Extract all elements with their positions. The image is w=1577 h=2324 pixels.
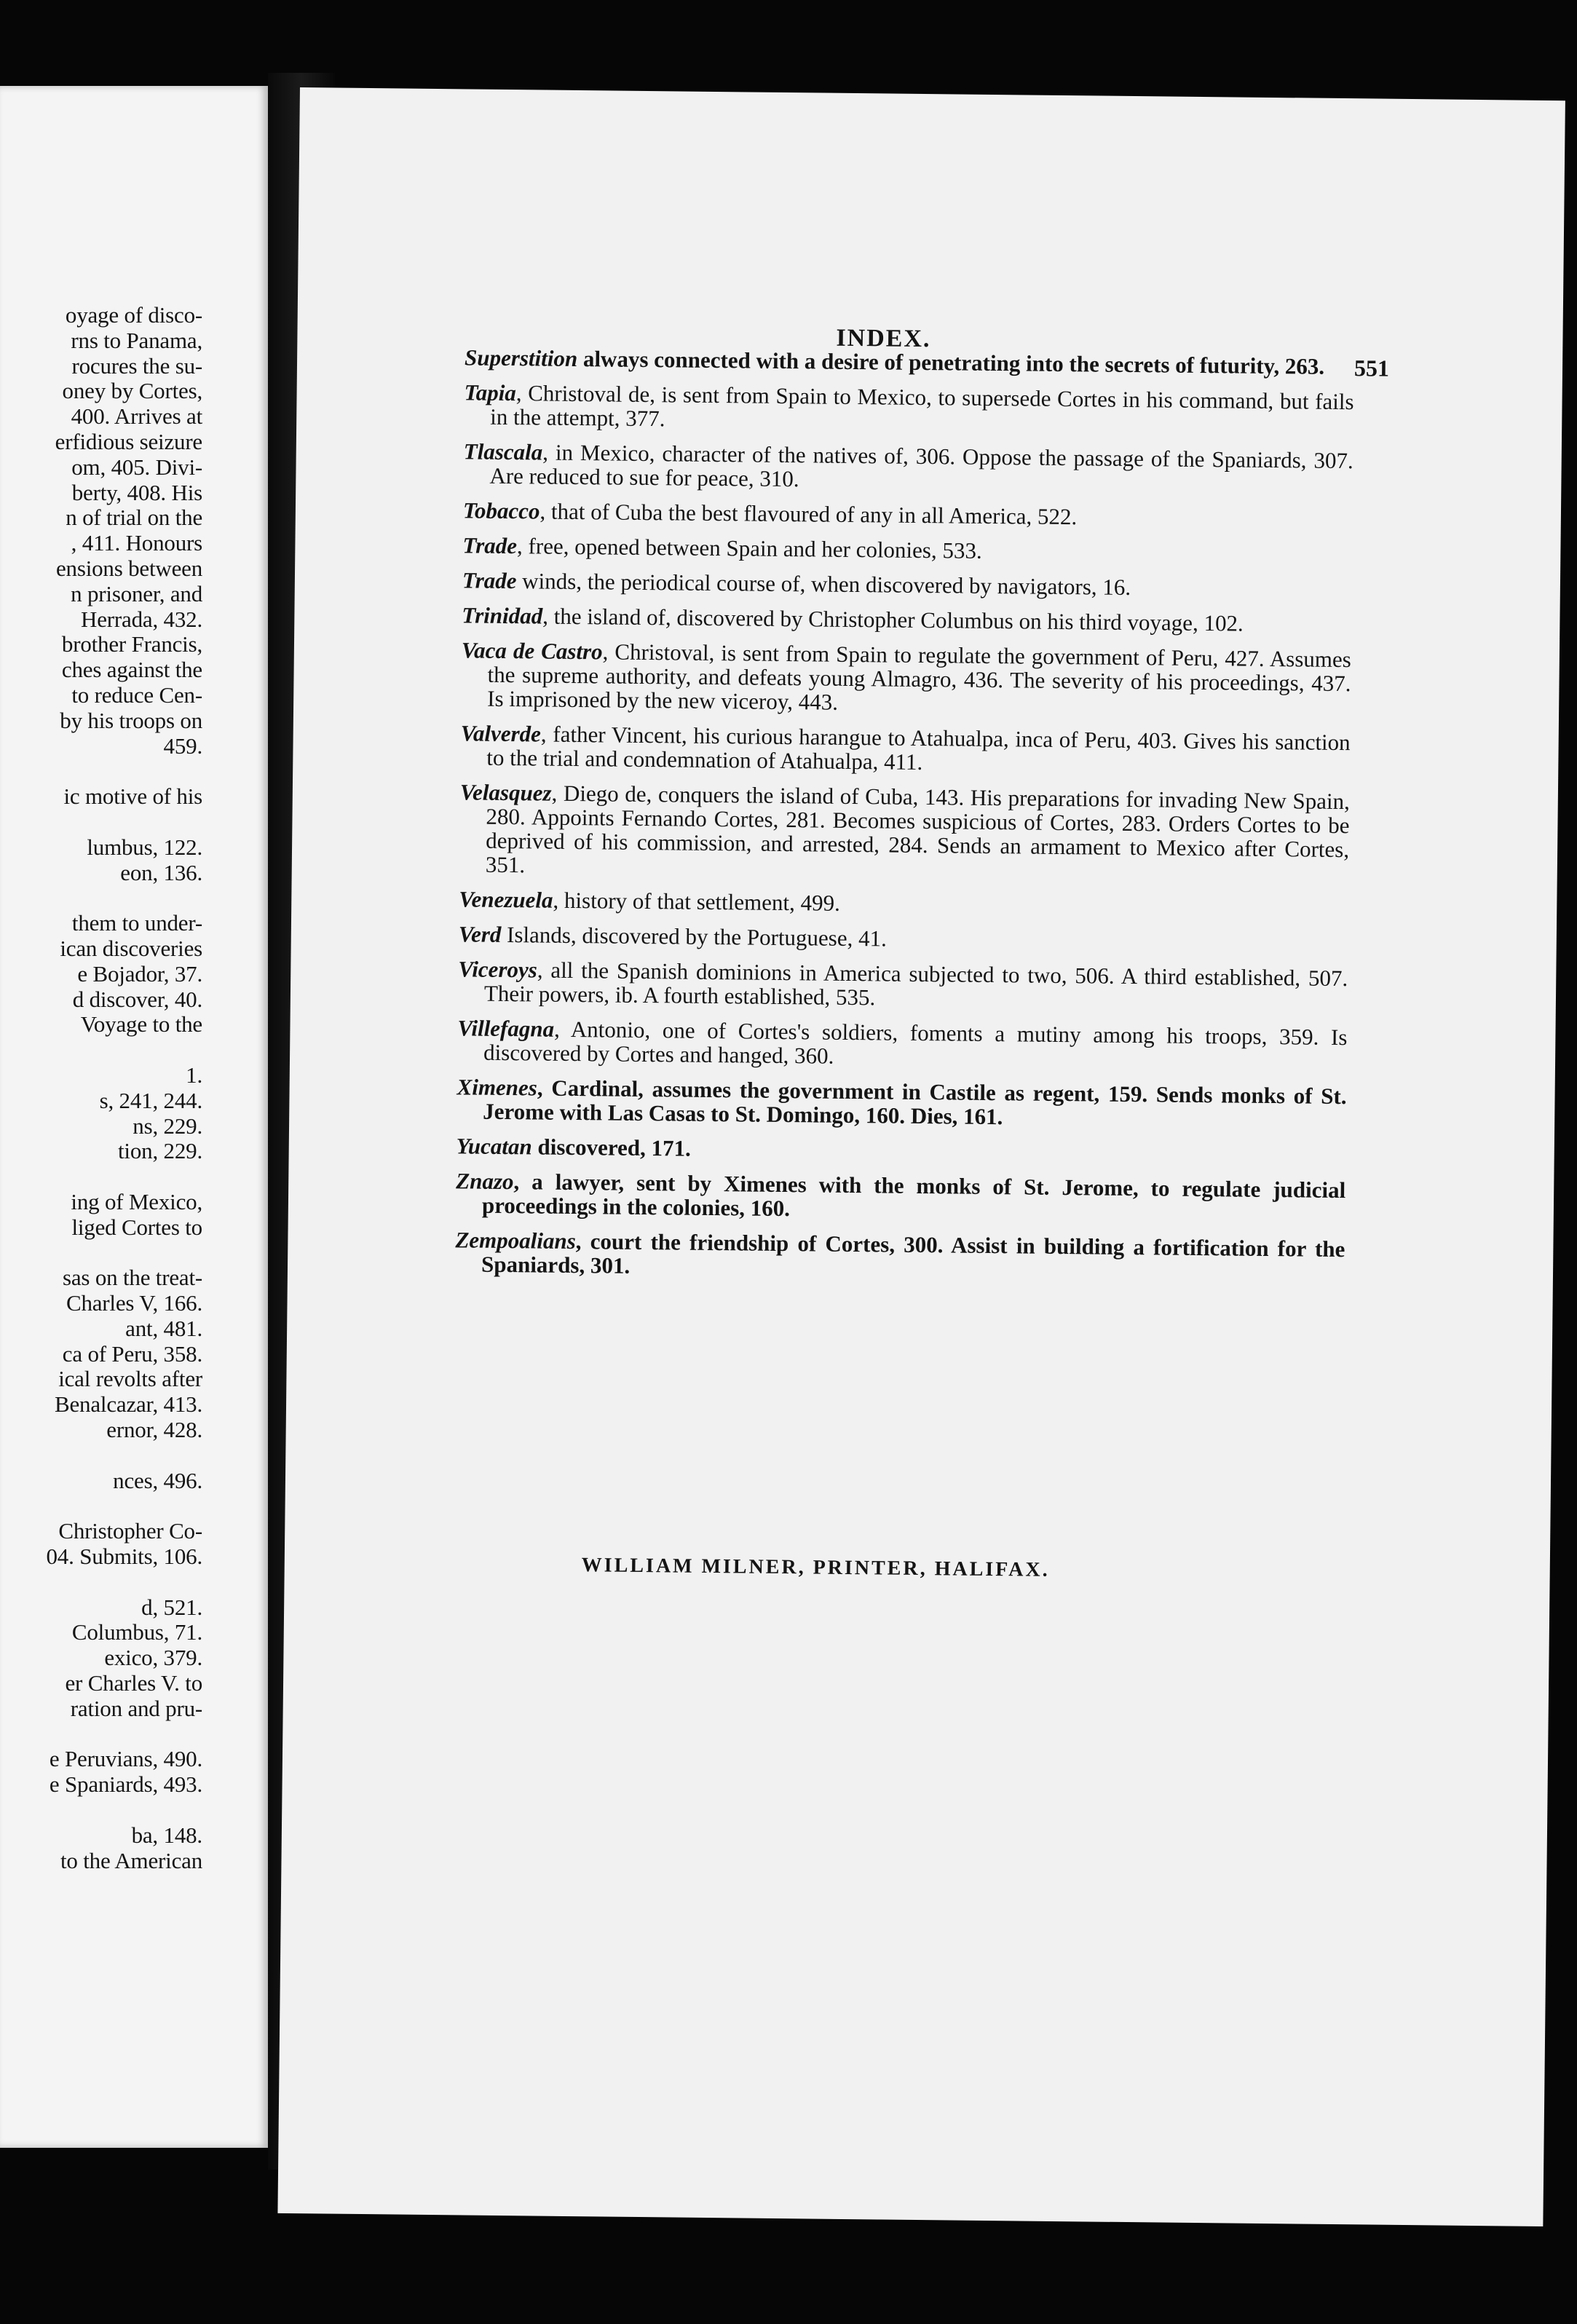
index-entry: [459, 887, 1348, 920]
index-entry-heading: Znazo: [456, 1168, 514, 1195]
index-entry-heading: Vaca de Castro: [461, 637, 603, 665]
left-page-line: liged Cortes to: [71, 1214, 202, 1240]
index-entry-text: , the island of, discovered by Christopher Columbus on his third voyage, 102.: [542, 603, 1244, 636]
index-entry-text: Islands, discovered by the Portuguese, 41.: [501, 921, 888, 952]
left-page-line: ican discoveries: [60, 935, 202, 961]
index-entry: [459, 780, 1350, 885]
left-page-line: d discover, 40.: [72, 986, 202, 1012]
left-page-line: ernor, 428.: [106, 1417, 202, 1443]
index-entry: [460, 721, 1351, 778]
left-page-line: rocures the su-: [71, 352, 202, 379]
left-page-line: er Charles V. to: [65, 1670, 202, 1696]
index-entry: [464, 380, 1354, 438]
left-page-line: 400. Arrives at: [71, 403, 202, 430]
index-entry-text: , in Mexico, character of the natives of, 306. Oppose the passage of the Spaniards, 307. Are reduced to sue for peace, 310.: [489, 439, 1353, 492]
index-entry-text: winds, the periodical course of, when discovered by navigators, 16.: [516, 568, 1131, 600]
index-entry-heading: Tapia: [464, 379, 517, 406]
left-page-line: Benalcazar, 413.: [55, 1391, 202, 1418]
left-page-line: to reduce Cen-: [71, 681, 202, 708]
index-entry: [465, 345, 1354, 379]
index-entry: [456, 1134, 1346, 1167]
index-entry-text: , Cardinal, assumes the government in Castile as regent, 159. Sends monks of St. Jerome with Las Casas to St. Domingo, 160. Dies, 161.: [483, 1075, 1347, 1130]
left-page-line: [0, 1722, 202, 1747]
left-page-line: to the American: [60, 1847, 202, 1873]
left-page: [0, 86, 268, 2148]
left-page-line: exico, 379.: [104, 1645, 202, 1671]
left-page-line: berty, 408. His: [71, 479, 202, 505]
left-page-line: ensions between: [55, 555, 202, 581]
index-entry-heading: Tlascala: [463, 438, 543, 465]
left-page-line: by his troops on: [60, 707, 202, 733]
left-page-line: ba, 148.: [131, 1822, 202, 1848]
left-page-line: e Spaniards, 493.: [49, 1771, 202, 1798]
left-page-line: ant, 481.: [125, 1315, 202, 1341]
index-entry-text: , Diego de, conquers the island of Cuba, 143. His preparations for invading New Spain, 280. Appoints Fernando Cortes, 281. Becomes suspicious of Cortes, 283. Orders Cortes to be deprived of his commission, and arrested, 284. Sends an armament to Mexico after Cortes, 351.: [485, 780, 1350, 878]
index-entry-text: , court the friendship of Cortes, 300. Assist in building a fortification for the Spaniards, 301.: [481, 1228, 1345, 1278]
right-page: [277, 87, 1565, 2226]
left-page-line: Charles V, 166.: [66, 1290, 202, 1316]
index-entry-heading: Trade: [462, 532, 518, 559]
index-entry-text: discovered, 171.: [531, 1134, 692, 1161]
left-page-line: eon, 136.: [120, 859, 202, 885]
page-number: 551: [1353, 355, 1390, 382]
index-entry: [456, 1169, 1346, 1226]
index-entry-text: , father Vincent, his curious harangue to Atahualpa, inca of Peru, 403. Gives his sanction to the trial and condemnation of Atahualpa, 411.: [486, 721, 1351, 775]
left-page-line: [0, 810, 202, 835]
left-page-line: [0, 1164, 202, 1190]
left-page-line: s, 241, 244.: [99, 1087, 202, 1113]
index-entry-text: , a lawyer, sent by Ximenes with the monks of St. Jerome, to regulate judicial proceedings in the colonies, 160.: [481, 1169, 1346, 1222]
left-page-line: n prisoner, and: [71, 580, 202, 606]
index-entry-text: , history of that settlement, 499.: [553, 887, 841, 916]
index-entry: [462, 568, 1352, 601]
index-entry: [462, 603, 1351, 636]
left-page-line: brother Francis,: [61, 631, 202, 657]
left-page-line: [0, 1493, 202, 1519]
index-entry-heading: Superstition: [464, 344, 578, 372]
left-page-line: [0, 1570, 202, 1595]
left-page-text: [0, 303, 202, 1873]
printer-imprint: WILLIAM MILNER, PRINTER, HALIFAX.: [581, 1554, 1050, 1581]
left-page-line: ical revolts after: [58, 1366, 202, 1392]
index-entry-text: , Christoval, is sent from Spain to regulate the government of Peru, 427. Assumes the supreme authority, and defeats young Almagro, 436. The severity of his proceedings, 437. Is imprisoned by the new viceroy, 443.: [487, 639, 1352, 715]
index-entry-heading: Yucatan: [456, 1133, 532, 1160]
index-entry: [461, 638, 1351, 719]
index-entry-text: , Antonio, one of Cortes's soldiers, foments a mutiny among his troops, 359. Is discovered by Cortes and hanged, 360.: [483, 1016, 1348, 1069]
left-page-line: e Peruvians, 490.: [49, 1746, 202, 1772]
index-entry-heading: Villefagna: [457, 1015, 555, 1042]
left-page-line: d, 521.: [141, 1594, 202, 1620]
index-entries: [455, 345, 1354, 1296]
left-page-line: [0, 1038, 202, 1063]
left-page-line: 1.: [186, 1062, 202, 1088]
left-page-line: om, 405. Divi-: [71, 454, 202, 480]
index-entry: [455, 1228, 1345, 1285]
index-entry-heading: Trade: [462, 567, 517, 594]
left-page-line: 04. Submits, 106.: [46, 1544, 202, 1570]
left-page-line: them to under-: [66, 910, 202, 936]
left-page-line: Herrada, 432.: [81, 606, 202, 632]
index-entry-text: , all the Spanish dominions in America subjected to two, 506. A third established, 507. Their powers, ib. A fourth established, 535.: [483, 957, 1348, 1011]
left-page-line: Columbus, 71.: [71, 1619, 202, 1645]
left-page-line: [0, 1798, 202, 1823]
left-page-line: lumbus, 122.: [87, 834, 202, 860]
index-entry-heading: Valverde: [460, 720, 542, 747]
left-page-line: [0, 1443, 202, 1469]
left-page-line: 459.: [163, 732, 202, 759]
left-page-line: [0, 1240, 202, 1265]
left-page-line: sas on the treat-: [63, 1265, 202, 1291]
left-page-line: tion, 229.: [118, 1138, 202, 1164]
index-entry-heading: Trinidad: [462, 602, 543, 629]
index-entry: [457, 1016, 1348, 1073]
index-entry: [462, 533, 1352, 566]
index-entry-heading: Ximenes: [456, 1074, 538, 1101]
index-entry: [456, 1075, 1347, 1132]
left-page-line: [0, 885, 202, 911]
index-entry: [463, 498, 1353, 531]
left-page-line: ration and pru-: [70, 1695, 202, 1721]
left-page-line: Voyage to the: [75, 1011, 202, 1038]
index-entry-text: , that of Cuba the best flavoured of any in all America, 522.: [540, 498, 1078, 530]
left-page-line: [0, 759, 202, 784]
index-entry: [458, 957, 1348, 1014]
index-entry-text: always connected with a desire of penetrating into the secrets of futurity, 263.: [577, 346, 1325, 379]
left-page-line: ns, 229.: [133, 1112, 202, 1139]
left-page-line: oney by Cortes,: [62, 378, 202, 404]
left-page-line: oyage of disco-: [65, 302, 202, 328]
left-page-line: nces, 496.: [113, 1467, 202, 1493]
index-entry: [463, 439, 1353, 497]
index-entry-text: , free, opened between Spain and her colonies, 533.: [516, 533, 982, 564]
index-entry-heading: Velasquez: [459, 779, 552, 806]
left-page-line: ing of Mexico,: [71, 1188, 202, 1214]
left-page-line: erfidious seizure: [55, 428, 202, 454]
left-page-line: , 411. Honours: [71, 530, 202, 556]
left-page-line: ic motive of his: [63, 783, 202, 810]
page-title: INDEX.: [836, 324, 931, 353]
index-entry: [459, 922, 1348, 955]
index-entry-heading: Venezuela: [459, 886, 553, 913]
index-entry-heading: Verd: [458, 921, 502, 947]
left-page-line: ca of Peru, 358.: [62, 1340, 202, 1367]
left-page-line: rns to Panama,: [71, 327, 202, 353]
index-entry-heading: Viceroys: [458, 956, 538, 983]
left-page-line: e Bojador, 37.: [77, 960, 202, 987]
index-entry-text: , Christoval de, is sent from Spain to Mexico, to supersede Cortes in his command, but fails in the attempt, 377.: [490, 380, 1354, 432]
index-entry-heading: Tobacco: [462, 497, 540, 524]
left-page-line: ches against the: [61, 657, 202, 683]
index-entry-heading: Zempoalians: [455, 1227, 576, 1254]
left-page-line: n of trial on the: [66, 505, 202, 531]
left-page-line: Christopher Co-: [52, 1518, 202, 1544]
